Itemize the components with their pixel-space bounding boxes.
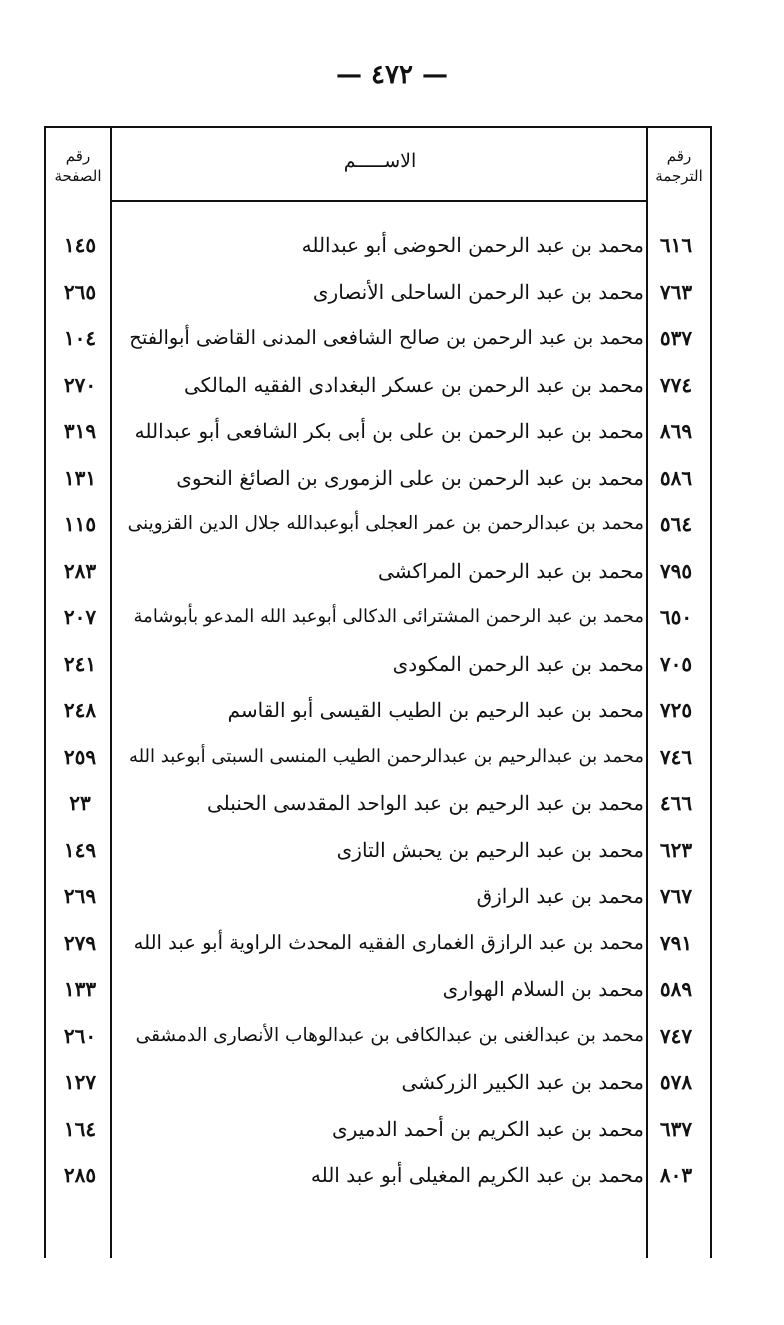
entry-number: ٧٧٤ [659, 372, 693, 397]
entry-page: ١٠٤ [63, 326, 97, 350]
entry-name: محمد بن عبد الرحيم بن عبد الواحد المقدسى الحنبلى [206, 791, 644, 815]
entry-number: ٦١٦ [659, 233, 693, 257]
entry-name: محمد بن عبد الكريم المغيلى أبو عبد الله [310, 1163, 644, 1187]
entry-page: ١٤٥ [63, 233, 97, 257]
entry-name: محمد بن عبد الكريم بن أحمد الدميرى [331, 1116, 644, 1141]
entry-row [0, 594, 784, 640]
entry-page: ١٦٤ [63, 1116, 97, 1141]
entry-page: ١١٥ [63, 512, 97, 536]
entry-name: محمد بن عبد الرحمن بن صالح الشافعى المدنى القاضى أبوالفتح [129, 326, 644, 349]
entry-name: محمد بن عبدالرحيم بن عبدالرحمن الطيب المنسى السبتى أبوعبد الله [128, 745, 644, 767]
entry-row [0, 362, 784, 408]
entry-name: محمد بن عبد الرحيم بن يحبش التازى [336, 837, 644, 862]
entry-page: ٢٨٥ [63, 1163, 97, 1187]
entry-name: محمد بن عبد الرازق الغمارى الفقيه المحدث الراوية أبو عبد الله [133, 930, 644, 954]
entry-row [0, 1059, 784, 1105]
entry-page: ٢٦٠ [63, 1023, 97, 1048]
entry-name: محمد بن السلام الهوارى [442, 977, 644, 1001]
header-page: رقم الصفحة [54, 147, 102, 185]
entry-row [0, 315, 784, 361]
entry-number: ٤٦٦ [659, 791, 693, 815]
top-rule [44, 126, 712, 128]
entry-number: ٥٨٦ [659, 465, 693, 490]
entry-number: ٨٦٩ [659, 419, 693, 443]
entry-number: ٦٢٣ [659, 837, 693, 862]
entry-number: ٧٩١ [659, 930, 693, 955]
entry-name: محمد بن عبد الرحمن الساحلى الأنصارى [312, 279, 644, 304]
entry-row [0, 827, 784, 873]
entry-name: محمد بن عبد الرحمن المراكشى [377, 558, 644, 583]
entry-number: ٧٤٧ [659, 1023, 693, 1048]
entry-name: محمد بن عبد الكبير الزركشى [401, 1070, 644, 1094]
entry-name: محمد بن عبد الرحيم بن الطيب القيسى أبو القاسم [227, 698, 644, 722]
entry-row [0, 1013, 784, 1059]
entry-page: ١٢٧ [63, 1070, 97, 1094]
header-entry-number: رقم الترجمة [655, 147, 703, 185]
entry-name: محمد بن عبد الرحمن بن عسكر البغدادى الفقيه المالكى [184, 372, 644, 397]
entry-row [0, 966, 784, 1012]
entry-page: ٢٤٨ [63, 698, 97, 722]
entry-name: محمد بن عبد الرازق [476, 884, 644, 908]
entry-number: ٧٩٥ [659, 558, 693, 583]
entry-name: محمد بن عبدالرحمن بن عمر العجلى أبوعبدالله جلال الدين القزوينى [127, 513, 644, 534]
header-name: الاســـــم [343, 150, 417, 172]
entry-row [0, 687, 784, 733]
entry-number: ٦٣٧ [659, 1116, 693, 1141]
entry-row [0, 269, 784, 315]
entry-number: ٥٧٨ [659, 1070, 693, 1094]
entry-page: ٢٦٩ [63, 884, 97, 908]
entry-page: ٢٥٩ [63, 744, 97, 769]
entry-number: ٨٠٣ [659, 1163, 693, 1187]
entry-row [0, 1152, 784, 1198]
header-underline [112, 200, 648, 202]
entry-page: ٢٨٣ [63, 558, 97, 583]
entry-page: ٢٣ [69, 791, 91, 815]
entry-number: ٧٦٣ [659, 279, 693, 304]
page-number: — ٤٧٢ — [335, 60, 449, 90]
entry-row [0, 1106, 784, 1152]
entry-number: ٥٣٧ [659, 326, 693, 350]
entry-page: ٢٧٠ [63, 372, 97, 397]
entry-row [0, 222, 784, 268]
entry-page: ١٣١ [63, 465, 97, 490]
entry-page: ٢٧٩ [63, 930, 97, 955]
entry-row [0, 548, 784, 594]
entry-name: محمد بن عبد الرحمن بن على الزمورى بن الصائغ النحوى [176, 465, 644, 490]
entry-name: محمد بن عبد الرحمن المشترائى الدكالى أبوعبد الله المدعو بأبوشامة [133, 606, 644, 627]
entry-row [0, 920, 784, 966]
entry-row [0, 641, 784, 687]
entry-page: ١٤٩ [63, 837, 97, 862]
entry-page: ١٣٣ [63, 977, 97, 1001]
entry-number: ٦٥٠ [659, 605, 693, 629]
entry-row [0, 455, 784, 501]
entry-name: محمد بن عبد الرحمن المكودى [392, 651, 644, 676]
entry-page: ٢٦٥ [63, 279, 97, 304]
entry-number: ٧٢٥ [659, 698, 693, 722]
entry-page: ٣١٩ [63, 419, 97, 443]
entry-number: ٧٤٦ [659, 744, 693, 769]
entry-number: ٥٦٤ [659, 512, 693, 536]
entry-number: ٧٠٥ [659, 651, 693, 676]
entry-row [0, 408, 784, 454]
entry-number: ٥٨٩ [659, 977, 693, 1001]
entry-name: محمد بن عبد الرحمن بن على بن أبى بكر الشافعى أبو عبدالله [134, 419, 644, 443]
entry-page: ٢٤١ [63, 651, 97, 676]
entry-row [0, 780, 784, 826]
entry-page: ٢٠٧ [63, 605, 97, 629]
entry-row [0, 873, 784, 919]
entry-name: محمد بن عبد الرحمن الحوضى أبو عبدالله [301, 233, 644, 257]
entry-number: ٧٦٧ [659, 884, 693, 908]
entry-name: محمد بن عبدالغنى بن عبدالكافى بن عبدالوهاب الأنصارى الدمشقى [135, 1024, 644, 1046]
entry-row [0, 501, 784, 547]
entry-row [0, 734, 784, 780]
